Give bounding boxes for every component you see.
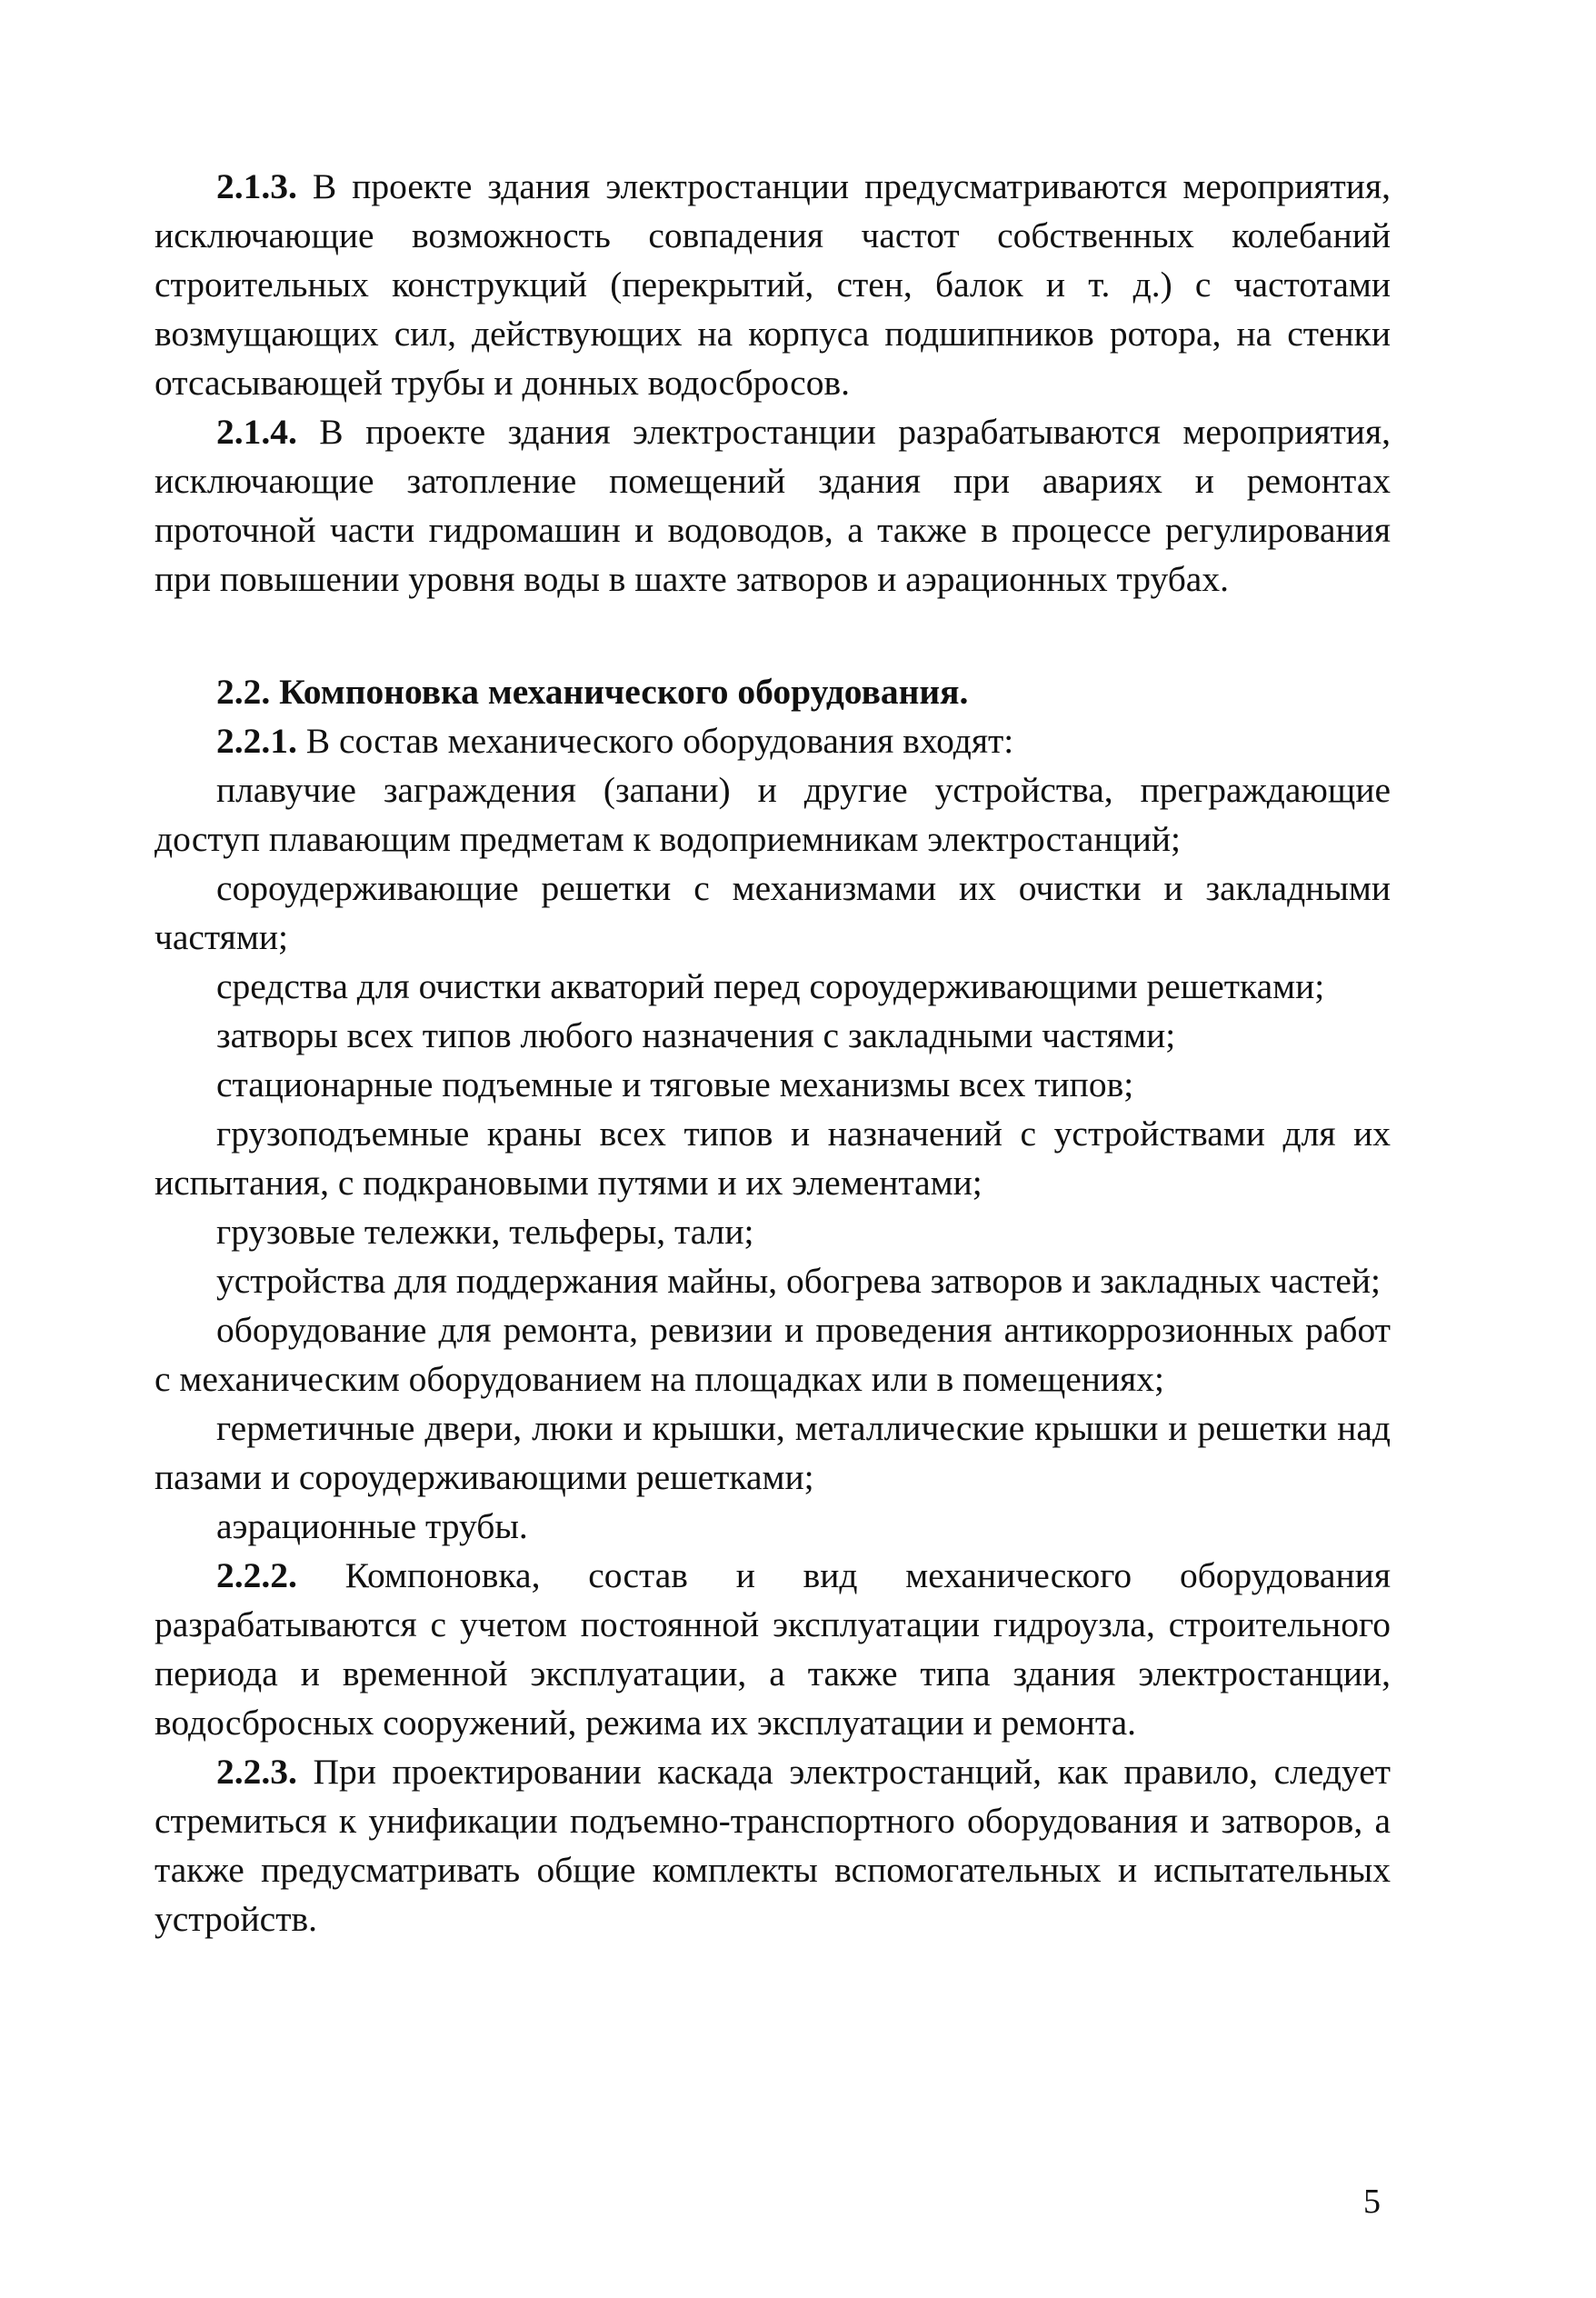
paragraph-2-2-3 <box>155 1747 1391 1943</box>
paragraph-text: При проектировании каскада электростанций, как правило, следует стремиться к унификации подъемно-транспортного оборудования и затворов, а также предусматривать общие комплекты вспомогательных и испытательных устройств. <box>155 1752 1391 1939</box>
list-item: затворы всех типов любого назначения с закладными частями; <box>216 1015 1176 1055</box>
paragraph-2-2-2 <box>155 1551 1391 1747</box>
list-item: грузоподъемные краны всех типов и назначений с устройствами для их испытания, с подкрановыми путями и их элементами; <box>155 1114 1391 1203</box>
list-item: оборудование для ремонта, ревизии и проведения антикоррозионных работ с механическим оборудованием на площадках или в помещениях; <box>155 1310 1391 1399</box>
list-item: аэрационные трубы. <box>216 1506 528 1546</box>
list-item: стационарные подъемные и тяговые механизмы всех типов; <box>216 1064 1134 1104</box>
clause-number: 2.2.1. <box>216 721 297 761</box>
clause-number: 2.2.2. <box>216 1555 297 1595</box>
paragraph-text: Компоновка, состав и вид механического оборудования разрабатываются с учетом постоянной эксплуатации гидроузла, строительного периода и временной эксплуатации, а также типа здания электростанции, водосбросных сооружений, режима их эксплуатации и ремонта. <box>155 1555 1391 1743</box>
text-column <box>155 162 1391 1943</box>
clause-number: 2.1.4. <box>216 412 297 452</box>
paragraph-text: В проекте здания электростанции предусматриваются мероприятия, исключающие возможность совпадения частот собственных колебаний строительных конструкций (перекрытий, стен, балок и т. д.) с частотами возмущающих сил, действующих на корпуса подшипников ротора, на стенки отсасывающей трубы и донных водосбросов. <box>155 166 1391 403</box>
page-number: 5 <box>1363 2183 1381 2221</box>
list-item: средства для очистки акваторий перед сороудерживающими решетками; <box>216 966 1325 1006</box>
list-item: плавучие заграждения (запани) и другие устройства, преграждающие доступ плавающим предметам к водоприемникам электростанций; <box>155 770 1391 859</box>
list-item: грузовые тележки, тельферы, тали; <box>216 1212 754 1252</box>
paragraph-text: В состав механического оборудования входят: <box>296 721 1014 761</box>
section-heading-2-2: 2.2. Компоновка механического оборудования. <box>216 672 969 712</box>
paragraph-2-1-4 <box>155 407 1391 604</box>
paragraph-2-1-3 <box>155 162 1391 407</box>
paragraph-text: В проекте здания электростанции разрабатываются мероприятия, исключающие затопление помещений здания при авариях и ремонтах проточной части гидромашин и водоводов, а также в процессе регулирования при повышении уровня воды в шахте затворов и аэрационных трубах. <box>155 412 1391 599</box>
paragraph-2-2-1 <box>155 716 1391 765</box>
list-item: устройства для поддержания майны, обогрева затворов и закладных частей; <box>216 1261 1382 1301</box>
clause-number: 2.1.3. <box>216 166 297 206</box>
clause-number: 2.2.3. <box>216 1752 297 1792</box>
list-item: сороудерживающие решетки с механизмами их очистки и закладными частями; <box>155 868 1391 957</box>
list-item: герметичные двери, люки и крышки, металлические крышки и решетки над пазами и сороудерживающими решетками; <box>155 1408 1391 1497</box>
